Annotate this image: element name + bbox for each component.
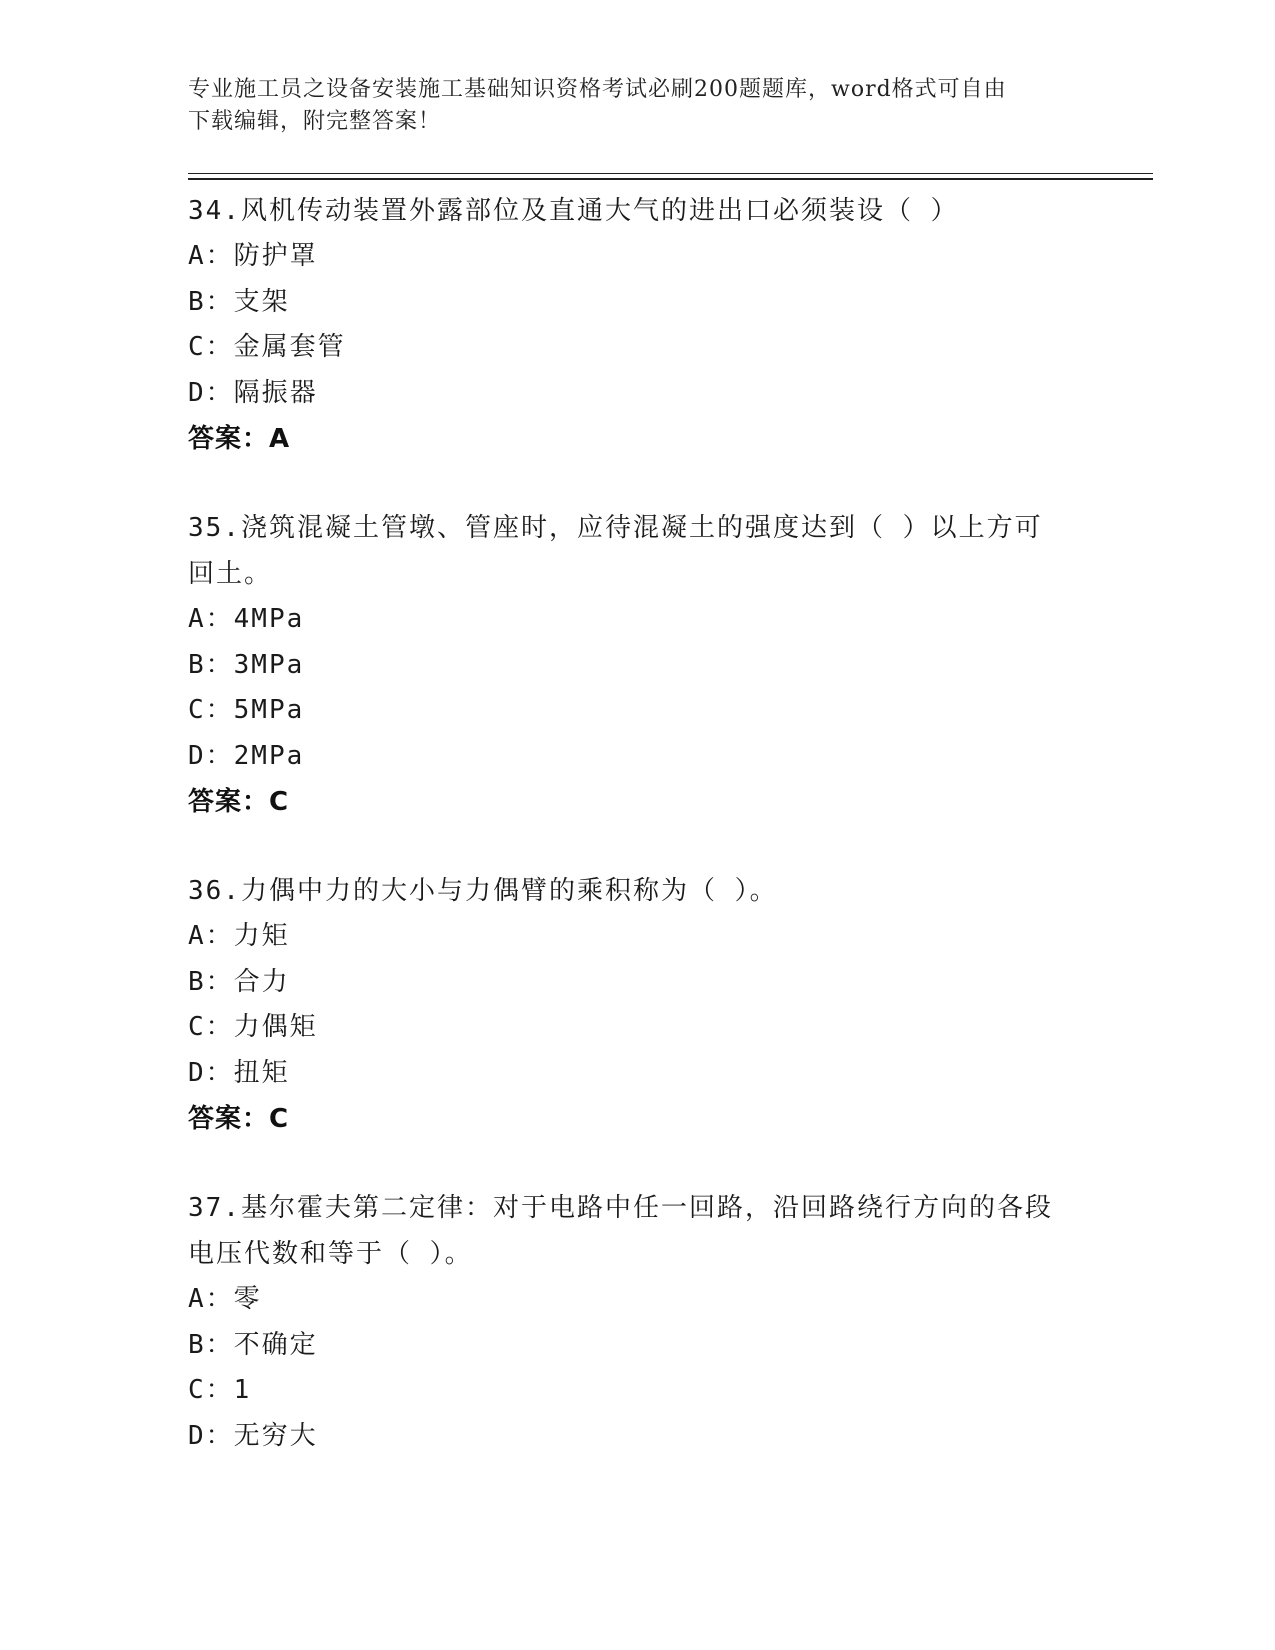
question-spacer: [188, 1142, 1088, 1185]
header-line-2: 下载编辑，附完整答案！: [188, 109, 442, 134]
option-b: B：3MPa: [188, 649, 305, 680]
header-divider-thin: [188, 173, 1153, 174]
option-a: A：零: [188, 1284, 262, 1314]
answer-line: 答案：C: [188, 787, 290, 817]
option-a: A：防护罩: [188, 241, 318, 271]
question-text-line-2: 回土。: [188, 559, 273, 589]
header-divider-thick: [188, 178, 1153, 180]
option-b: B：合力: [188, 966, 290, 997]
question-spacer: [188, 825, 1088, 868]
question-spacer: [188, 462, 1088, 505]
option-d: D：2MPa: [188, 740, 305, 771]
answer-line: 答案：C: [188, 1104, 290, 1134]
question-text-line-1: 35.浇筑混凝土管墩、管座时，应待混凝土的强度达到（ ）以上方可: [188, 513, 1043, 543]
question-text: 34.风机传动装置外露部位及直通大气的进出口必须装设（ ）: [188, 196, 959, 226]
option-c: C：1: [188, 1375, 252, 1405]
option-c: C：力偶矩: [188, 1012, 318, 1042]
question-text-line-1: 37.基尔霍夫第二定律：对于电路中任一回路，沿回路绕行方向的各段: [188, 1193, 1053, 1223]
question-text: 36.力偶中力的大小与力偶臂的乘积称为（ ）。: [188, 876, 778, 906]
option-b: B：支架: [188, 286, 290, 317]
option-a: A：4MPa: [188, 604, 305, 634]
option-c: C：金属套管: [188, 332, 346, 362]
document-header: [188, 74, 1068, 138]
question-37: [188, 1185, 1088, 1459]
option-d: D：扭矩: [188, 1057, 290, 1088]
header-line-1: 专业施工员之设备安装施工基础知识资格考试必刷200题题库，word格式可自由: [188, 77, 1007, 102]
question-36: [188, 868, 1088, 1142]
option-d: D：隔振器: [188, 377, 318, 408]
answer-line: 答案：A: [188, 424, 291, 454]
option-c: C：5MPa: [188, 695, 305, 725]
question-34: [188, 188, 1088, 462]
question-list: [188, 188, 1088, 1459]
question-35: [188, 505, 1088, 825]
question-text-line-2: 电压代数和等于（ ）。: [188, 1239, 473, 1269]
option-d: D：无穷大: [188, 1420, 318, 1451]
option-b: B：不确定: [188, 1329, 318, 1360]
option-a: A：力矩: [188, 921, 290, 951]
